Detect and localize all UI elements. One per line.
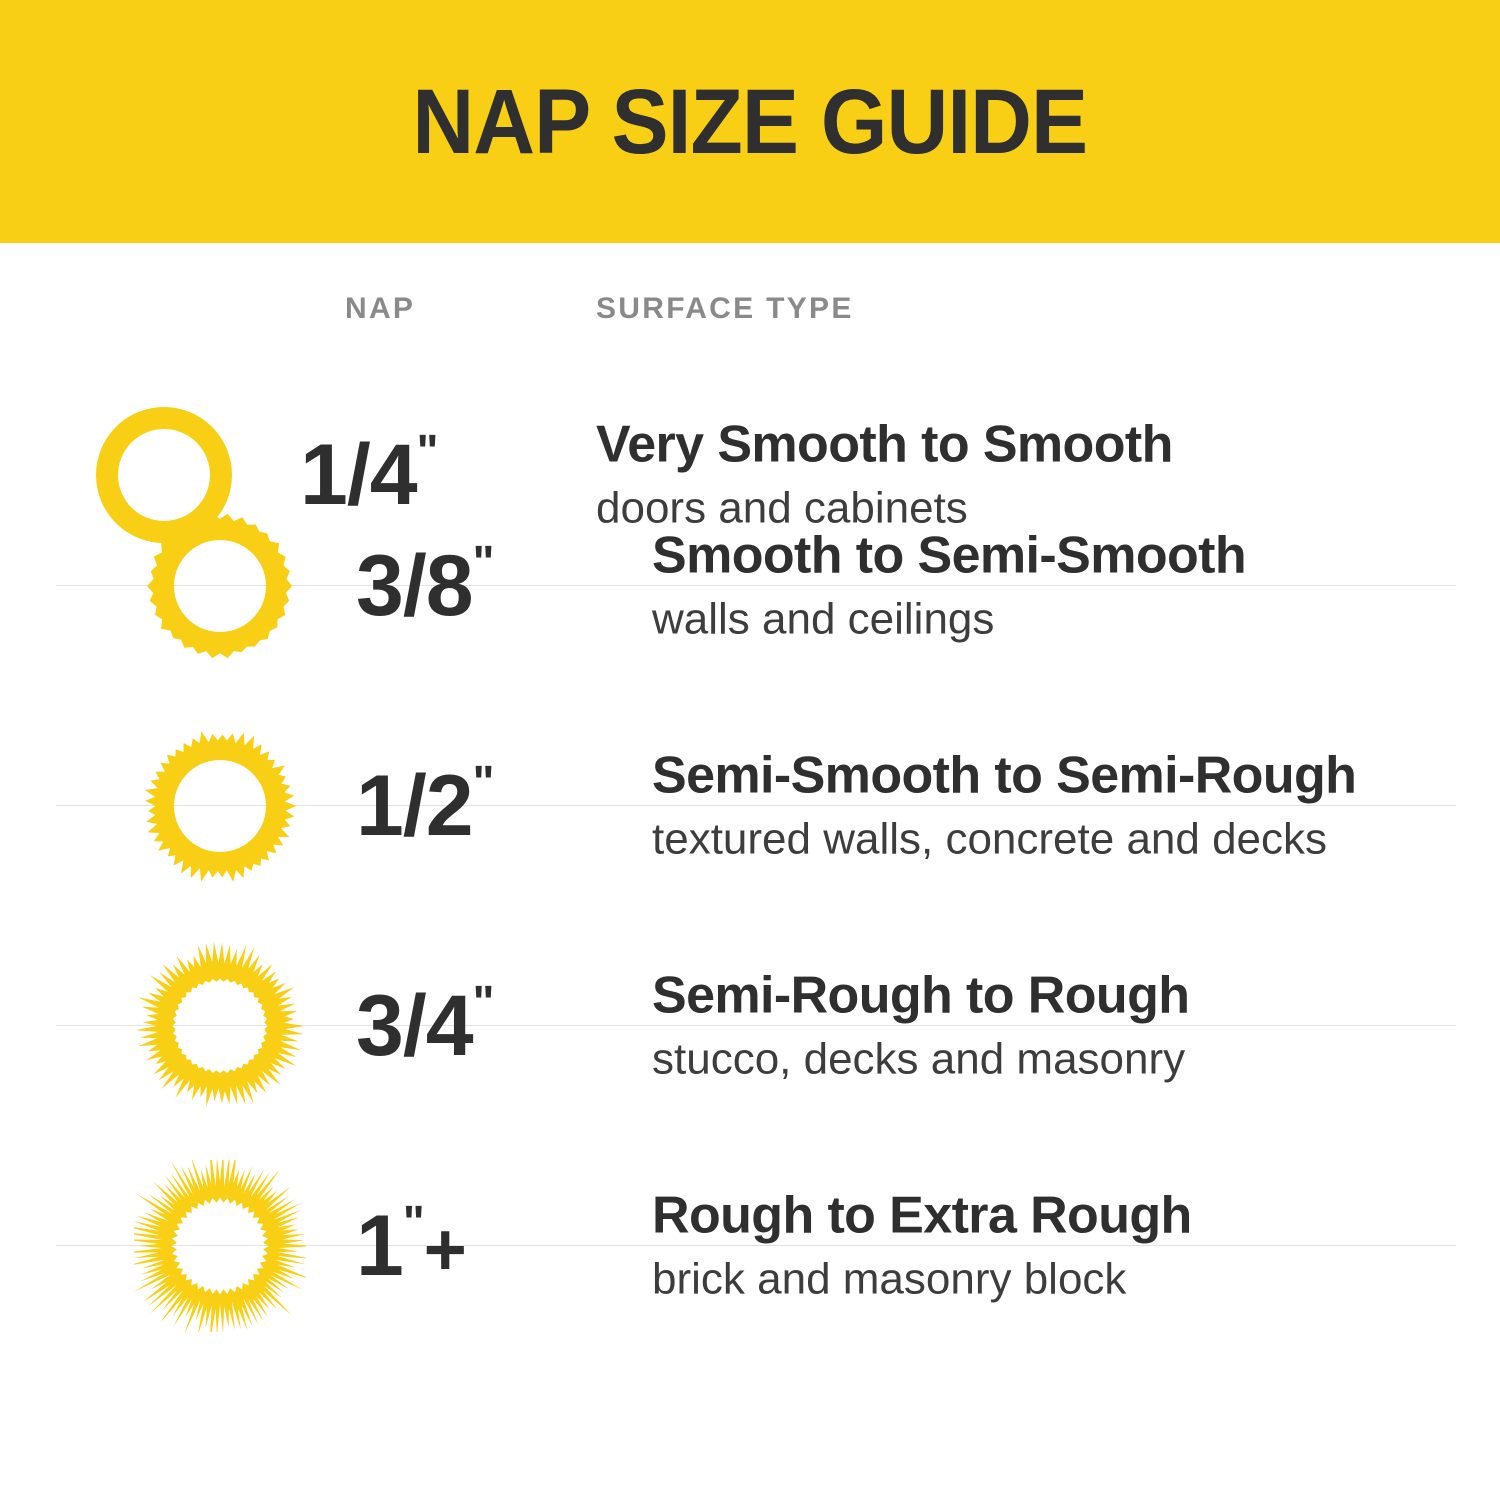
nap-size-unit: " [472,756,494,808]
nap-size-value [356,1196,466,1294]
surface-type-block [596,417,1480,534]
surface-type-title: Semi-Rough to Rough [652,966,1190,1025]
column-header-nap: NAP [345,292,416,325]
nap-size-value [356,536,494,634]
surface-type-examples: textured walls, concrete and decks [652,814,1328,864]
nap-size-value [356,756,494,854]
header-banner [0,0,1500,243]
surface-type-examples: doors and cabinets [596,483,968,533]
nap-size-value [356,976,494,1074]
nap-size-number: 1/2 [356,758,473,854]
nap-ring-icon [134,940,306,1112]
nap-size-unit: " [416,425,438,477]
table-column-headers [0,292,1500,336]
column-header-surface-type: SURFACE TYPE [596,292,854,325]
nap-size-number: 1/4 [300,427,417,523]
nap-size-number: 3/8 [356,538,473,634]
surface-type-examples: walls and ceilings [652,594,995,644]
surface-type-block [652,748,1436,865]
surface-type-block [652,968,1436,1085]
page-title: NAP SIZE GUIDE [412,70,1088,173]
nap-ring-icon [134,720,306,892]
nap-size-number: 1 [356,1198,403,1294]
surface-type-title: Semi-Smooth to Semi-Rough [652,746,1357,805]
surface-type-title: Smooth to Semi-Smooth [652,526,1247,585]
nap-size-unit: " [472,536,494,588]
surface-type-examples: stucco, decks and masonry [652,1034,1186,1084]
nap-ring-icon [134,1160,306,1332]
surface-type-title: Very Smooth to Smooth [596,415,1173,474]
nap-size-value [300,425,438,523]
surface-type-block [652,1188,1436,1305]
nap-size-number: 3/4 [356,978,473,1074]
nap-size-unit: " [402,1196,424,1248]
nap-size-unit: " [472,976,494,1028]
nap-size-suffix: + [423,1208,466,1291]
surface-type-block [652,528,1436,645]
table-row [56,1186,1456,1465]
nap-size-table [0,365,1500,1465]
surface-type-title: Rough to Extra Rough [652,1186,1192,1245]
nap-ring-icon [134,500,306,672]
surface-type-examples: brick and masonry block [652,1254,1127,1304]
